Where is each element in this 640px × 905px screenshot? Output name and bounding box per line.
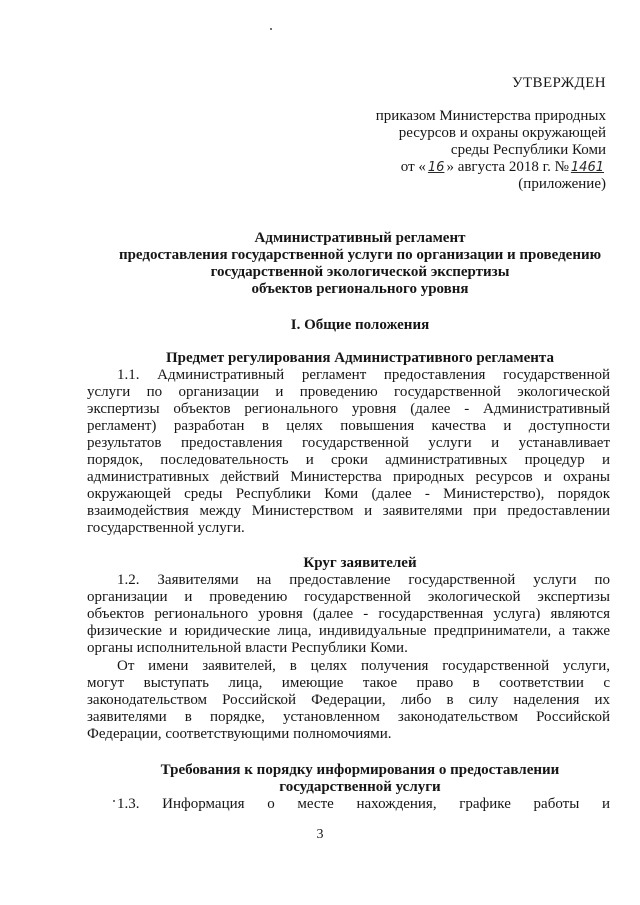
- approval-heading: УТВЕРЖДЕН: [511, 75, 606, 91]
- paragraph-representatives: От имени заявителей, в целях получения государственной услуги, могут выступать лица, имеющие такое право в соответствии с законодательством Российской Федерации, либо в силу наделения их заявителями в порядке, установленном законодательством Российской Федерации, соответствующими полномочиями.: [87, 658, 610, 742]
- paragraph-1-1: 1.1. Административный регламент предоставления государственной услуги по организации и проведению государственной экологической экспертизы объектов регионального уровня (далее - Административный регламент) разработан в целях повышения качества и доступности результатов предоставления государственной услуги и устанавливает порядок, последовательность и сроки административных процедур и административных действий Министерства природных ресурсов и охраны окружающей среды Республики Коми (далее - Министерство), порядок взаимодействия между Министерством и заявителями при предоставлении государственной услуги.: [87, 367, 610, 536]
- paragraph-1-3: 1.3. Информация о месте нахождения, графике работы и: [117, 796, 610, 812]
- approval-line: приказом Министерства природных: [375, 108, 606, 124]
- handwritten-number: 1461: [570, 160, 604, 175]
- subsection-heading: Предмет регулирования Административного регламента: [166, 350, 554, 366]
- approval-date: от « 16 » августа 2018 г. № 1461: [400, 159, 604, 175]
- section-heading: I. Общие положения: [290, 317, 430, 333]
- subsection-heading: Требования к порядку информирования о предоставлении государственной услуги: [160, 762, 560, 795]
- approval-block: [376, 108, 606, 193]
- scan-speck: [270, 28, 272, 30]
- subsection-heading: Круг заявителей: [303, 555, 417, 571]
- paragraph-1-2: 1.2. Заявителями на предоставление государственной услуги по организации и проведению государственной экологической экспертизы объектов регионального уровня (далее - государственная услуга) являются физические и юридические лица, индивидуальные предприниматели, а также органы исполнительной власти Республики Коми.: [87, 572, 610, 656]
- handwritten-day: 16: [427, 160, 445, 175]
- approval-attachment: (приложение): [518, 176, 606, 192]
- document-title: Административный регламент предоставления государственной услуги по организации и проведению государственной экологической экспертизы объектов регионального уровня: [118, 230, 602, 297]
- approval-line: ресурсов и охраны окружающей: [398, 125, 606, 141]
- approval-line: среды Республики Коми: [450, 142, 606, 158]
- page-number: 3: [316, 827, 324, 842]
